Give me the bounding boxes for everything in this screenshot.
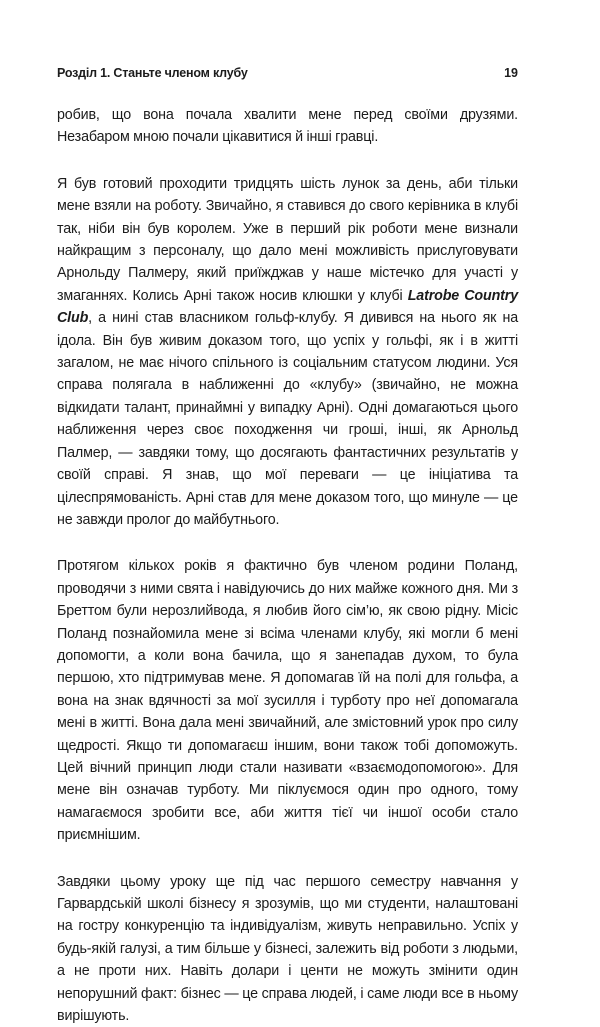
- body-text: [57, 104, 518, 1027]
- chapter-title: Розділ 1. Станьте членом клубу: [57, 66, 248, 80]
- paragraph-2: [57, 173, 518, 532]
- page-number: 19: [504, 66, 518, 80]
- paragraph-4: Завдяки цьому уроку ще під час першого семестру навчання у Гарвардській школі бізнесу я зрозумів, що ми студенти, налаштовані на гостру конкуренцію та індивідуалізм, живуть неправильно. Успіх у будь-якій галузі, а тим більше у бізнесі, залежить від роботи з людьми, а не проти них. Навіть долари і центи не можуть змінити один непорушний факт: бізнес — це справа людей, і саме люди все в ньому вирішують.: [57, 873, 518, 1025]
- club-name-emphasis: Latrobe Country Club: [57, 287, 519, 327]
- paragraph-1: робив, що вона почала хвалити мене перед своїми друзями. Незабаром мною почали цікавитися й інші гравці.: [57, 107, 518, 146]
- paragraph-2-text-after: , а нині став власником гольф-клубу. Я дивився на нього як на ідола. Він був живим доказом того, що успіх у гольфі, як і в житті загалом, не має нічого спільного із соціальним статусом людини. Уся справа полягала в наближенні до «клубу» (звичайно, не можна відкидати талант, принаймні у випадку Арні). Одні домагаються цього наближення через своє походження чи гроші, інші, як Арнольд Палмер, — завдяки тому, що досягають фантастичних результатів у своїй справі. Я знав, що мої переваги — це ініціатива та цілеспрямованість. Арні став для мене доказом того, що минуле — це не завжди пролог до майбутнього.: [57, 310, 518, 528]
- paragraph-2-text-before: Я був готовий проходити тридцять шість лунок за день, аби тільки мене взяли на роботу. Звичайно, я ставився до свого керівника в клубі так, ніби він був королем. Уже в перший рік роботи мене визнали найкращим з персоналу, що дало мені можливість прислуговувати Арнольду Палмеру, який приїжджав у наше містечко для участі у змаганнях. Колись Арні також носив клюшки у клубі: [57, 175, 518, 304]
- paragraph-3: Протягом кількох років я фактично був членом родини Поланд, проводячи з ними свята і навідуючись до них майже кожного дня. Ми з Бреттом були нерозлийвода, я любив його сім’ю, як свою рідну. Місіс Поланд познайомила мене зі всіма членами клубу, які могли б мені допомогти, а коли вона бачила, що я занепадав духом, то була першою, хто підтримував мене. Я допомагав їй на полі для гольфа, а вона на знак вдячності за мої зусилля і турботу про неї допомагала мені в житті. Вона дала мені звичайний, але змістовний урок про силу щедрості. Якщо ти допомагаєш іншим, вони також тобі допоможуть. Цей вічний принцип люди стали називати «взаємодопомогою». Для мене він означав турботу. Ми піклуємося один про одного, тому намагаємося зробити все, аби життя тієї чи іншої особи стало приємнішим.: [57, 558, 518, 844]
- running-header: [57, 66, 518, 84]
